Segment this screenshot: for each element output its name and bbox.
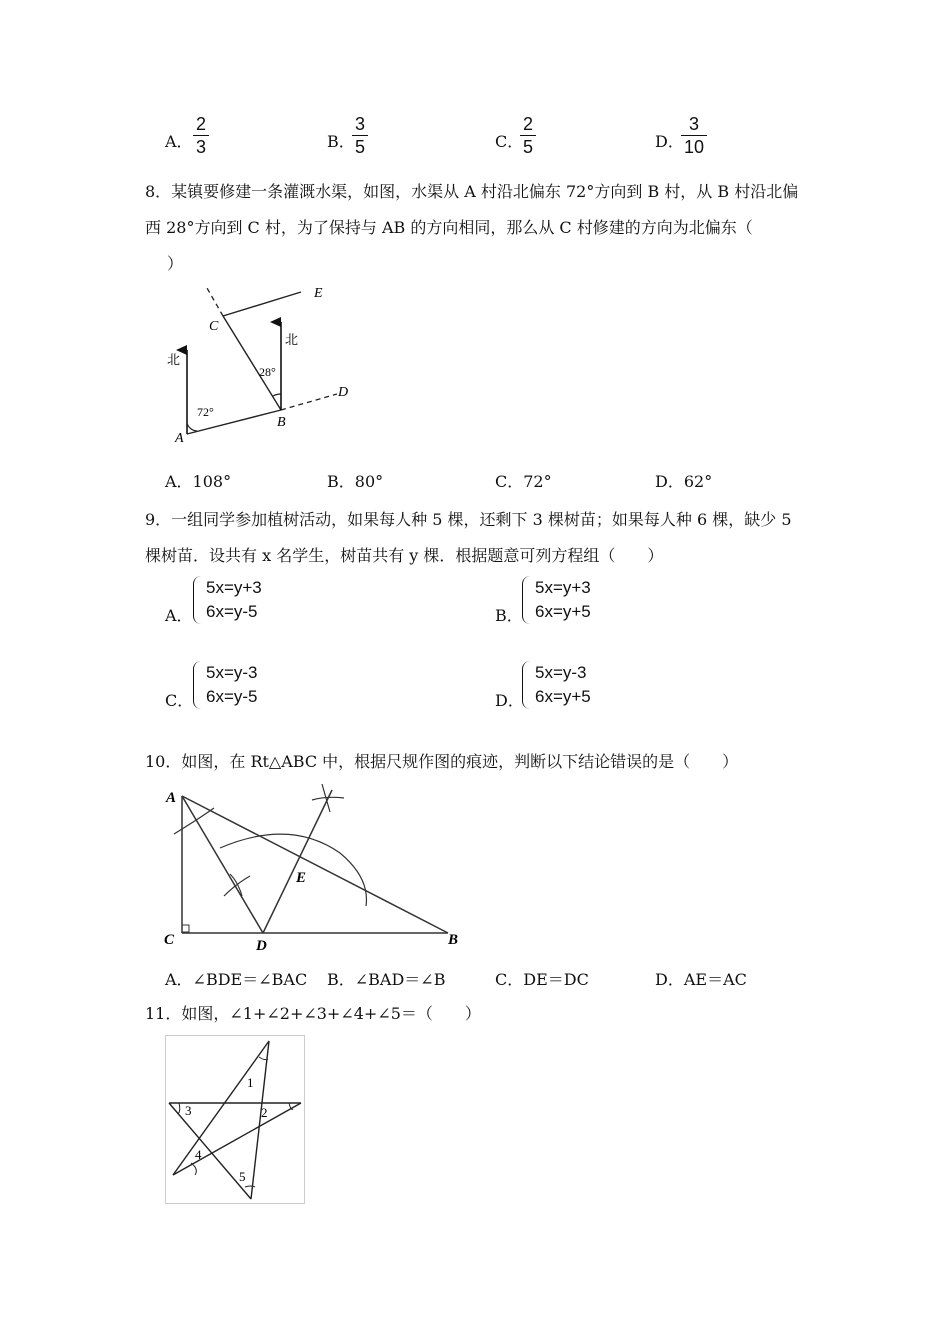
- label-a: A: [175, 431, 184, 446]
- right-angle-mark: [182, 925, 189, 932]
- q9-option-c-letter[interactable]: C．: [165, 691, 194, 710]
- star-line-2: [251, 1041, 269, 1199]
- fraction-bar: [352, 135, 368, 136]
- denominator: 3: [196, 137, 207, 157]
- numerator: 3: [355, 114, 366, 134]
- segment-c-extension: [207, 288, 223, 316]
- label-angle-72: 72°: [197, 405, 214, 419]
- label-d: D: [338, 385, 349, 400]
- q9-option-d-letter[interactable]: D．: [495, 691, 524, 710]
- denominator: 10: [684, 137, 705, 157]
- q9-option-d-system[interactable]: [522, 661, 591, 709]
- label-d: D: [256, 938, 267, 953]
- segment-bc: [223, 316, 281, 410]
- label-e: E: [296, 870, 307, 886]
- q7-option-a-fraction[interactable]: [193, 114, 209, 157]
- q7-option-a-letter[interactable]: A．: [165, 132, 193, 151]
- q7-option-b-fraction[interactable]: [352, 114, 368, 157]
- denominator: 5: [355, 137, 366, 157]
- q10-option-c[interactable]: C．DE＝DC: [495, 970, 589, 989]
- cross-mark-1: [224, 876, 250, 896]
- fraction-bar: [520, 135, 536, 136]
- equation-1: 5x=y-3: [535, 663, 587, 682]
- label-a: A: [166, 790, 177, 806]
- equation-1: 5x=y-3: [206, 663, 258, 682]
- label-b: B: [277, 415, 286, 430]
- label-c: C: [209, 319, 219, 334]
- segment-bd: [281, 394, 337, 410]
- q10-figure: [160, 778, 460, 953]
- angle-arc-5: [245, 1186, 255, 1187]
- label-e: E: [314, 286, 323, 301]
- label-b: B: [448, 932, 459, 948]
- segment-ce: [223, 292, 301, 316]
- equation-1: 5x=y+3: [535, 578, 591, 597]
- q9-option-a-letter[interactable]: A．: [165, 606, 193, 625]
- q8-option-b[interactable]: B．80°: [327, 472, 384, 491]
- q9-text-line1: 9．一组同学参加植树活动，如果每人种 5 棵，还剩下 3 棵树苗；如果每人种 6 棵，缺少 5: [145, 510, 792, 529]
- label-north-right: 北: [285, 332, 299, 347]
- label-angle-28: 28°: [259, 365, 276, 379]
- numerator: 3: [689, 114, 700, 134]
- q7-option-c-fraction[interactable]: [520, 114, 536, 157]
- label-5: 5: [239, 1169, 246, 1184]
- arc-at-a: [174, 808, 214, 834]
- angle-arc-3: [178, 1103, 180, 1114]
- q9-option-a-system[interactable]: [193, 576, 262, 624]
- q7-option-d-letter[interactable]: D．: [655, 132, 684, 151]
- label-1: 1: [247, 1075, 254, 1090]
- q8-option-c[interactable]: C．72°: [495, 472, 552, 491]
- label-3: 3: [185, 1103, 192, 1118]
- q10-option-b[interactable]: B．∠BAD＝∠B: [327, 970, 446, 989]
- q8-figure: [165, 280, 355, 448]
- q10-text-line1: 10．如图，在 Rt△ABC 中，根据尺规作图的痕迹，判断以下结论错误的是（ ）: [145, 752, 739, 771]
- q8-text-line2: 西 28°方向到 C 村，为了保持与 AB 的方向相同，那么从 C 村修建的方向为北偏东（: [145, 218, 753, 237]
- q11-text-line1: 11．如图，∠1+∠2+∠3+∠4+∠5＝（ ）: [145, 1004, 481, 1023]
- q8-option-a[interactable]: A．108°: [165, 472, 232, 491]
- q10-option-a[interactable]: A．∠BDE＝∠BAC: [165, 970, 308, 989]
- fraction-bar: [193, 135, 209, 136]
- q9-option-b-system[interactable]: [522, 576, 591, 624]
- star-line-4: [169, 1103, 251, 1199]
- q7-option-d-fraction[interactable]: [681, 114, 707, 157]
- equation-2: 6x=y-5: [206, 687, 258, 706]
- angle-arc-a: [187, 423, 197, 431]
- segment-de: [263, 790, 332, 933]
- equation-1: 5x=y+3: [206, 578, 262, 597]
- q8-text-line3: ）: [167, 254, 184, 273]
- equation-2: 6x=y+5: [535, 687, 591, 706]
- label-c: C: [164, 932, 175, 948]
- figure-border: [166, 1036, 305, 1204]
- q8-text-line1: 8．某镇要修建一条灌溉水渠，如图，水渠从 A 村沿北偏东 72°方向到 B 村，从 B 村沿北偏: [145, 182, 799, 201]
- q7-option-c-letter[interactable]: C．: [495, 132, 524, 151]
- q10-option-d[interactable]: D．AE＝AC: [655, 970, 747, 989]
- numerator: 2: [523, 114, 534, 134]
- q9-text-line2: 棵树苗．设共有 x 名学生，树苗共有 y 棵．根据题意可列方程组（ ）: [145, 546, 664, 565]
- numerator: 2: [196, 114, 207, 134]
- angle-arc-b: [273, 394, 281, 396]
- q8-option-d[interactable]: D．62°: [655, 472, 713, 491]
- q7-option-b-letter[interactable]: B．: [327, 132, 355, 151]
- label-2: 2: [261, 1105, 268, 1120]
- label-north-left: 北: [167, 352, 181, 367]
- q9-option-b-letter[interactable]: B．: [495, 606, 523, 625]
- q9-option-c-system[interactable]: [193, 661, 258, 709]
- denominator: 5: [523, 137, 534, 157]
- equation-2: 6x=y-5: [206, 602, 258, 621]
- q11-figure: [165, 1035, 307, 1205]
- fraction-bar: [681, 135, 707, 136]
- label-4: 4: [195, 1147, 202, 1162]
- equation-2: 6x=y+5: [535, 602, 591, 621]
